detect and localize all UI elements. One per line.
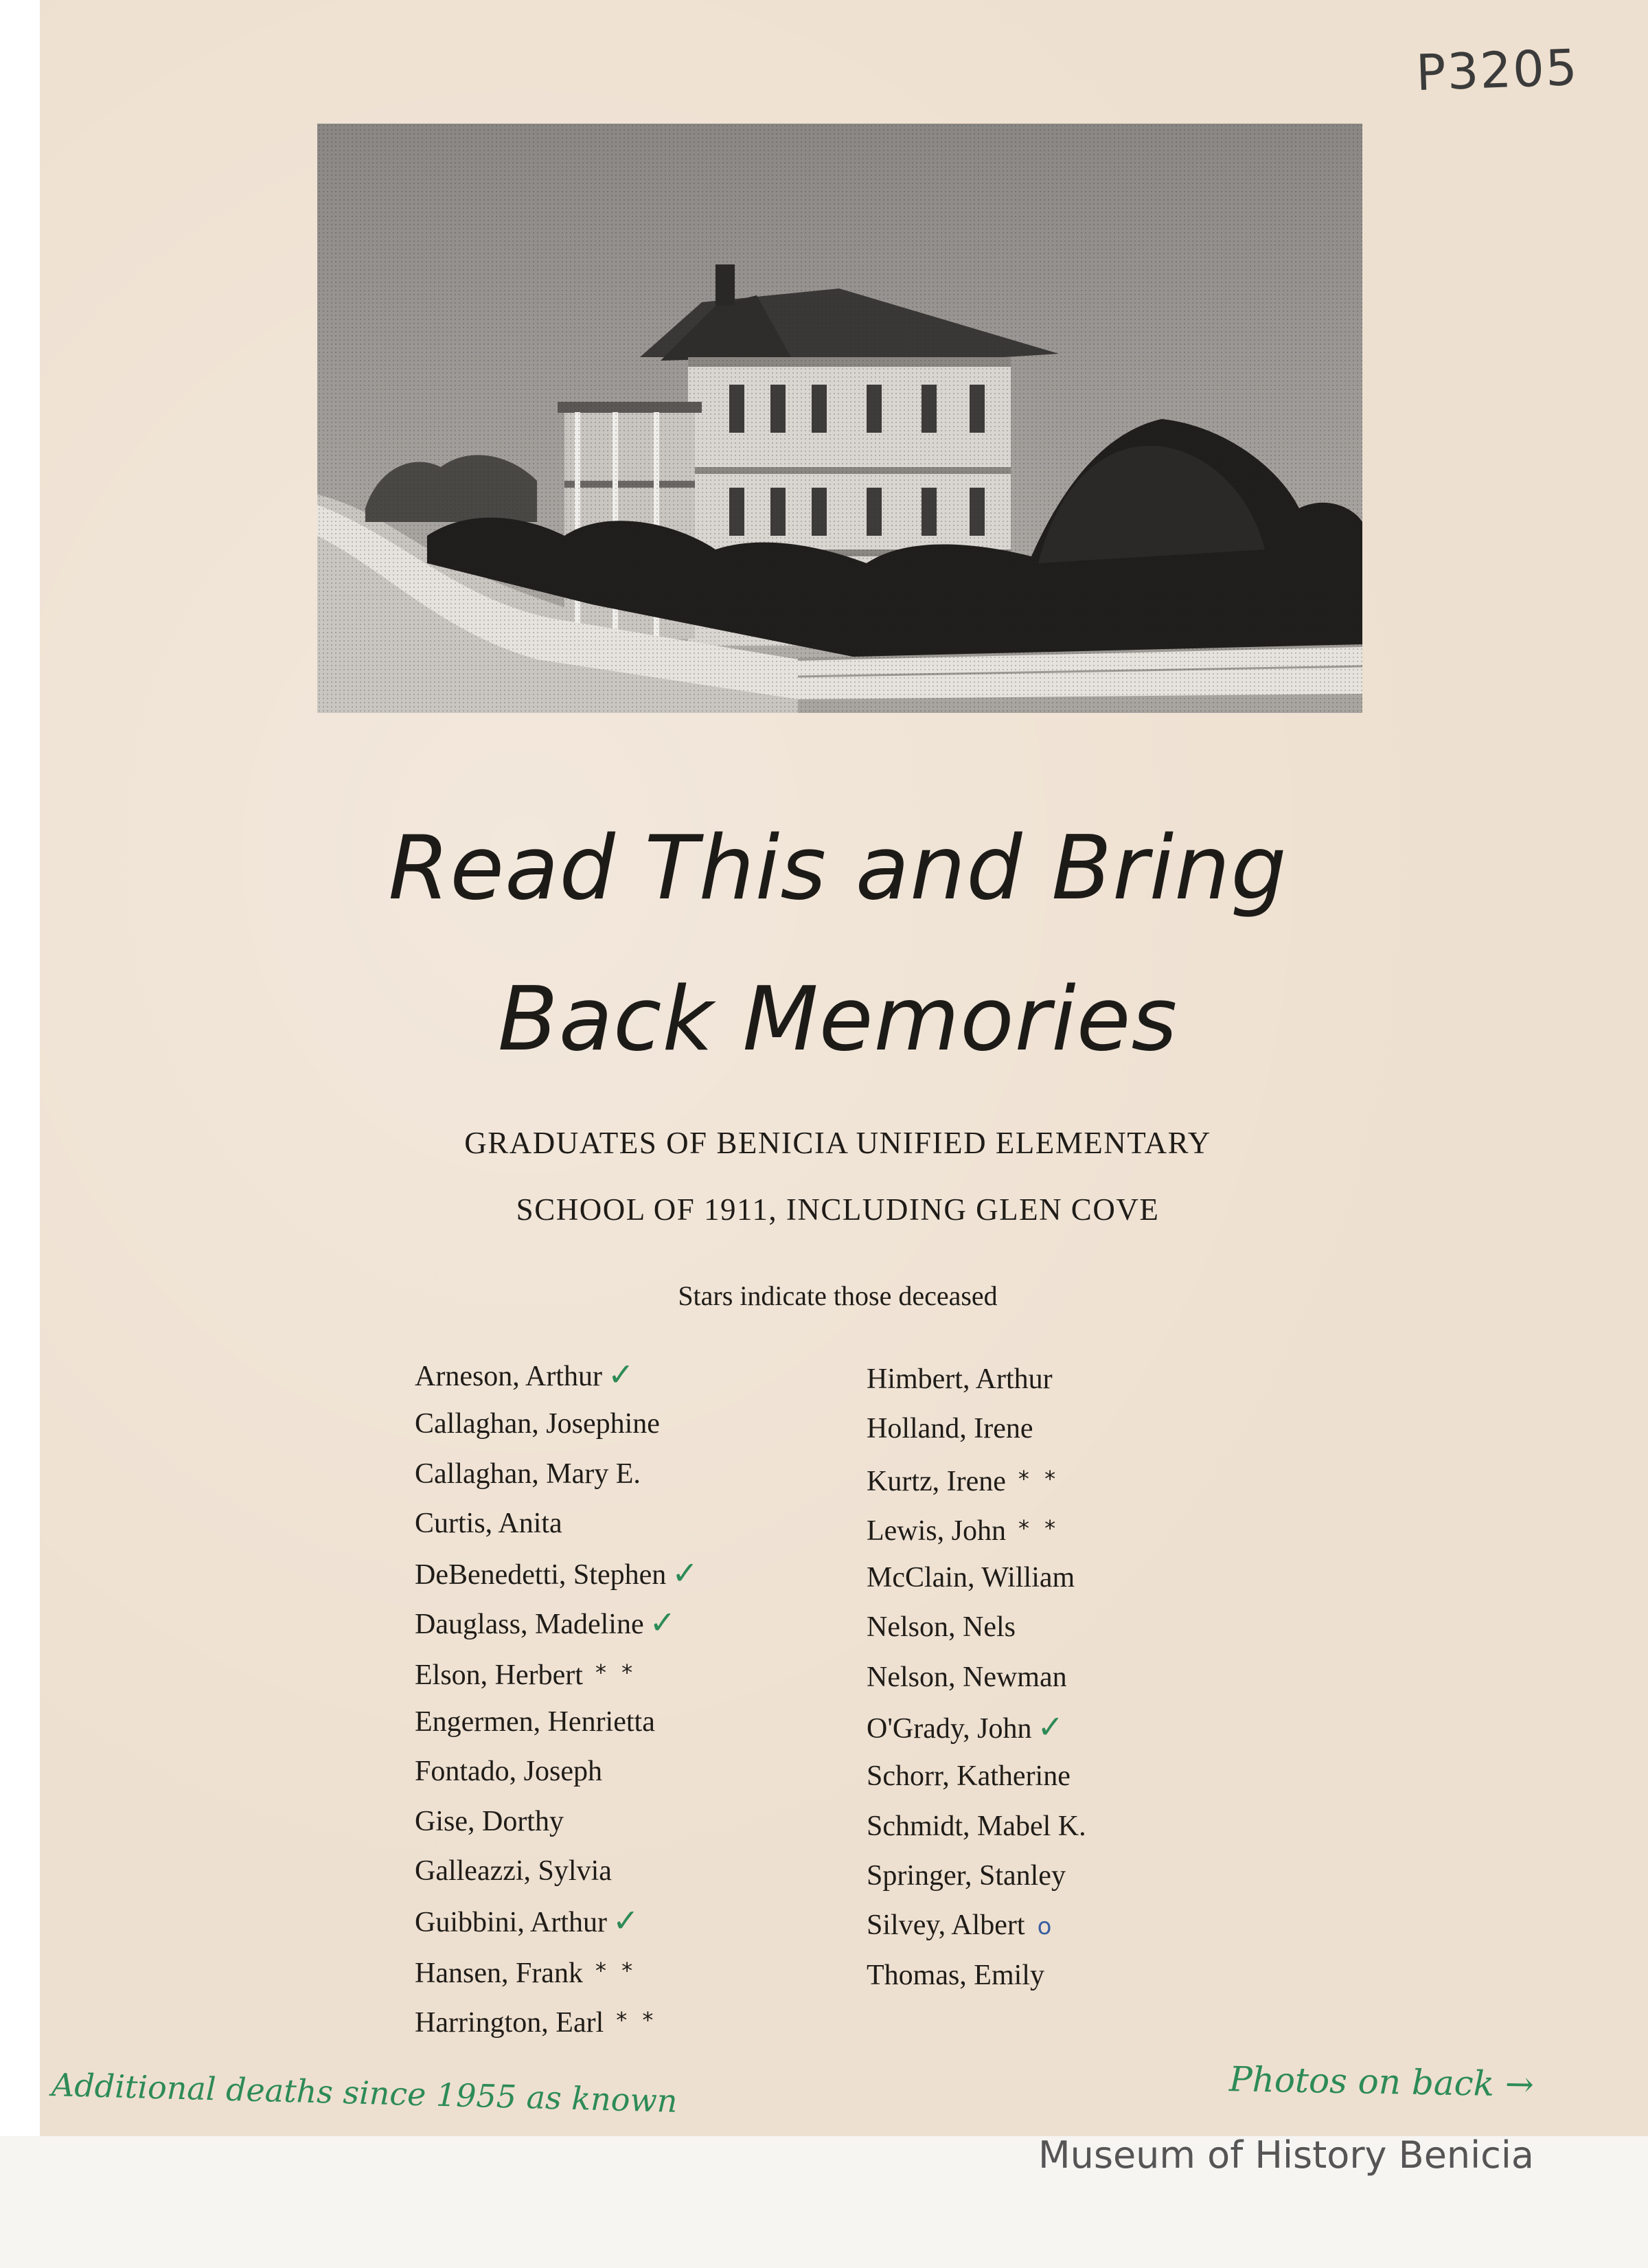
graduate-entry [867,1951,1086,2000]
subtitle-line-2: SCHOOL OF 1911, INCLUDING GLEN COVE [516,1192,1160,1227]
graduate-name: Galleazzi, Sylvia [415,1855,612,1887]
graduate-entry [867,1454,1086,1504]
graduate-name: Engermen, Henrietta [415,1706,655,1738]
graduate-name: Harrington, Earl [415,2006,604,2039]
graduate-entry [867,1553,1086,1602]
graduate-entry [415,1946,698,1995]
graduate-entry [415,1648,698,1697]
graduate-name: Silvey, Albert [867,1909,1025,1942]
graduate-entry [415,1846,698,1896]
graduate-name: McClain, William [867,1562,1075,1594]
graduate-name: Holland, Irene [867,1413,1033,1445]
graduate-entry [415,1747,698,1796]
title-line-2: Back Memories [497,968,1178,1071]
graduate-name: Callaghan, Josephine [415,1408,660,1440]
deceased-stars: * * [1018,1515,1060,1541]
deceased-stars: * * [595,1659,637,1686]
graduate-name: Lewis, John [867,1515,1006,1547]
subtitle-line-1: GRADUATES OF BENICIA UNIFIED ELEMENTARY [464,1126,1211,1160]
graduate-name: Dauglass, Madeline [415,1609,644,1641]
graduate-name: Gise, Dorthy [415,1805,564,1837]
names-column-right [867,1354,1086,2000]
checkmark-icon: ✓ [607,1356,634,1393]
graduate-name: Guibbini, Arthur [415,1907,607,1939]
checkmark-icon: ✓ [672,1554,698,1592]
graduate-name: DeBenedetti, Stephen [415,1559,667,1591]
graduate-entry [867,1851,1086,1901]
graduate-entry [867,1653,1086,1702]
graduate-name: Kurtz, Irene [867,1465,1006,1497]
graduate-name: Fontado, Joseph [415,1756,602,1788]
graduate-entry [867,1802,1086,1851]
graduate-entry [867,1901,1086,1950]
graduate-entry [867,1751,1086,1801]
scanner-edge [0,0,40,2268]
handwritten-note-deaths: Additional deaths since 1955 as known [51,2066,678,2120]
graduate-entry [415,1896,698,1945]
graduate-name: Arneson, Arthur [415,1361,602,1392]
circle-mark-icon: o [1037,1913,1052,1941]
graduate-entry [415,1399,698,1449]
graduate-name: Schorr, Katherine [867,1760,1071,1793]
handwritten-note-photos: Photos on back → [1228,2059,1535,2105]
graduate-name: Curtis, Anita [415,1507,562,1539]
checkmark-icon: ✓ [649,1604,676,1642]
graduate-name: Elson, Herbert [415,1659,583,1691]
deceased-stars: * * [616,2006,658,2033]
graduate-name: Hansen, Frank [415,1957,583,1989]
graduate-entry [867,1354,1086,1404]
deceased-stars: * * [1018,1465,1060,1492]
names-column-left [415,1350,698,2045]
graduate-name: Himbert, Arthur [867,1363,1053,1395]
graduate-entry [867,1404,1086,1453]
graduate-name: Nelson, Nels [867,1611,1016,1644]
graduate-entry [867,1504,1086,1553]
school-photo [317,124,1362,713]
graduate-entry [415,1797,698,1846]
graduate-entry [415,1697,698,1747]
checkmark-icon: ✓ [1037,1708,1064,1746]
graduate-name: Callaghan, Mary E. [415,1458,641,1490]
deceased-stars: * * [595,1957,637,1984]
title-line-1: Read This and Bring [388,817,1288,920]
archive-id: P3205 [1415,38,1580,102]
graduate-name: Thomas, Emily [867,1959,1044,1991]
graduate-entry [415,1499,698,1548]
checkmark-icon: ✓ [613,1902,639,1940]
graduate-name: O'Grady, John [867,1713,1032,1745]
graduate-entry [415,1598,698,1647]
deceased-note: Stars indicate those deceased [678,1280,998,1311]
graduate-entry [415,1449,698,1499]
graduate-name: Nelson, Newman [867,1661,1067,1693]
graduate-entry [415,1548,698,1598]
graduate-name: Schmidt, Mabel K. [867,1810,1086,1842]
graduate-entry [415,1350,698,1399]
museum-watermark: Museum of History Benicia [1038,2133,1534,2177]
graduate-name: Springer, Stanley [867,1859,1066,1892]
graduate-entry [867,1602,1086,1652]
graduate-entry [415,1995,698,2045]
graduate-entry [867,1702,1086,1751]
